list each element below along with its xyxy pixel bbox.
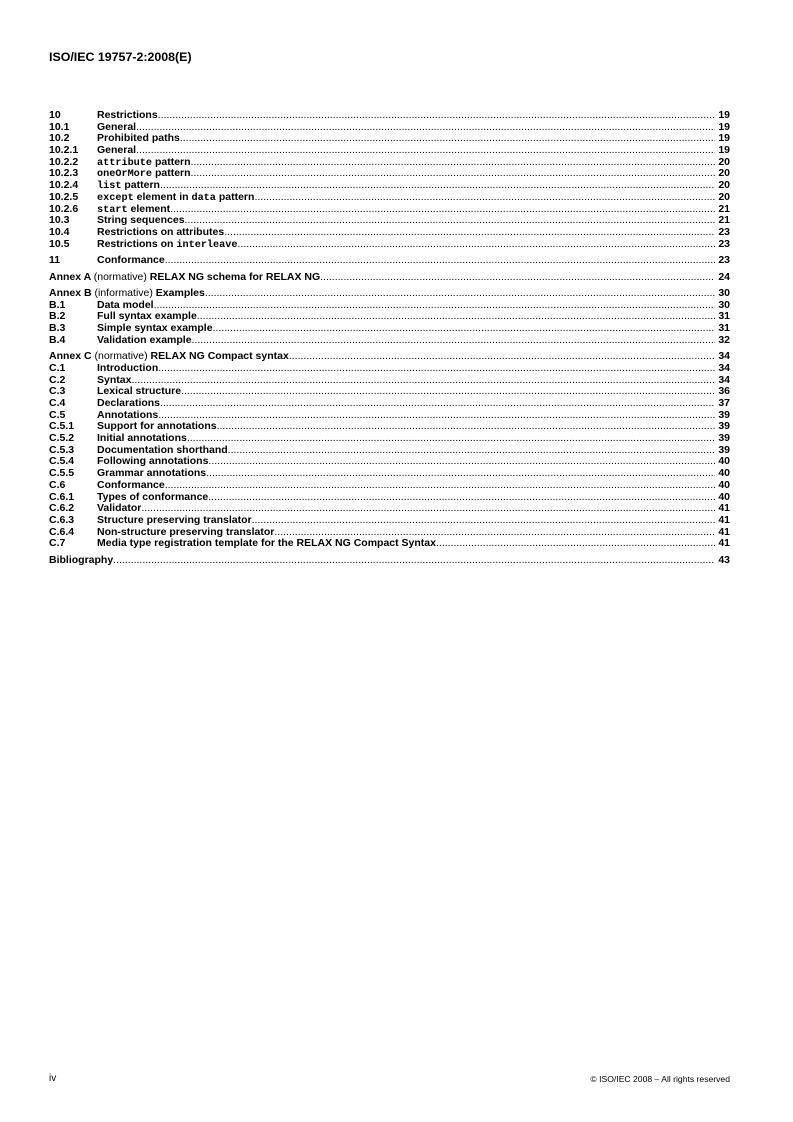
toc-entry[interactable] <box>49 335 730 347</box>
toc-entry-title-suffix: element <box>127 202 171 215</box>
toc-entry-page: 39 <box>718 420 730 433</box>
toc-entry-page: 19 <box>718 132 730 145</box>
toc-entry[interactable] <box>49 239 730 251</box>
dot-leader <box>154 300 716 312</box>
toc-entry-page: 20 <box>718 179 730 192</box>
dot-leader <box>192 335 716 347</box>
toc-entry-page: 41 <box>718 513 730 526</box>
toc-entry-title: Non-structure preserving translator <box>97 525 275 538</box>
annex-kind: (informative) <box>94 287 153 300</box>
toc-entry-page: 20 <box>718 155 730 168</box>
copyright-notice: © ISO/IEC 2008 – All rights reserved <box>590 1074 730 1084</box>
annex-label: Annex C <box>49 350 92 363</box>
toc-entry[interactable] <box>49 492 730 504</box>
toc-entry-number: 10.2.2 <box>49 155 79 168</box>
dot-leader <box>191 157 716 169</box>
dot-leader <box>180 133 715 145</box>
toc-entry-page: 39 <box>718 443 730 456</box>
toc-entry-number: 10.5 <box>49 237 70 250</box>
toc-entry-number: 10.2.4 <box>49 179 79 192</box>
toc-entry-title: Following annotations <box>97 455 209 468</box>
toc-entry-page: 19 <box>718 144 730 157</box>
toc-entry-page: 40 <box>718 467 730 480</box>
toc-entry-page: 20 <box>718 190 730 203</box>
toc-entry[interactable] <box>49 480 730 492</box>
toc-entry-title: General <box>97 120 137 133</box>
toc-entry-number: C.6.2 <box>49 502 75 515</box>
toc-entry-title: Restrictions <box>97 109 158 121</box>
toc-entry-number: C.5.5 <box>49 467 75 480</box>
toc-entry-number: 10.4 <box>49 225 70 238</box>
toc-entry-number: 10.2.3 <box>49 167 79 180</box>
code-term: data <box>191 192 216 204</box>
toc-entry-title: Types of conformance <box>97 490 209 503</box>
annex-title: RELAX NG Compact syntax <box>150 350 289 363</box>
toc-entry-title: Full syntax example <box>97 310 197 323</box>
toc-entry[interactable] <box>49 255 730 267</box>
toc-entry-number: C.2 <box>49 373 66 386</box>
toc-entry-title: Media type registration template for the RELAX NG Compact Syntax <box>97 537 436 550</box>
annex-kind: (normative) <box>94 350 148 363</box>
dot-leader <box>160 398 715 410</box>
toc-entry[interactable] <box>49 555 730 567</box>
toc-entry-page: 40 <box>718 455 730 468</box>
toc-entry-number: 10.1 <box>49 120 70 133</box>
toc-entry[interactable] <box>49 363 730 375</box>
annex-label: Annex B <box>49 287 92 300</box>
dot-leader <box>197 311 716 323</box>
dot-leader <box>181 386 715 398</box>
dot-leader <box>224 227 715 239</box>
toc-entry-title-mid: element in <box>133 190 192 203</box>
dot-leader <box>206 468 715 480</box>
toc-entry-number: C.3 <box>49 385 66 398</box>
toc-entry-number: B.1 <box>49 298 66 311</box>
toc-entry-page: 24 <box>718 270 730 283</box>
toc-entry-page: 39 <box>718 408 730 421</box>
toc-entry-number: 10.2 <box>49 132 70 145</box>
toc-entry[interactable] <box>49 323 730 335</box>
toc-entry-number: C.6.1 <box>49 490 75 503</box>
annex-title: Examples <box>155 287 205 300</box>
toc-entry-title <box>49 351 289 363</box>
toc-entry-title <box>49 272 320 284</box>
toc-entry-number: C.1 <box>49 361 66 374</box>
toc-entry-title: Validation example <box>97 333 192 346</box>
dot-leader <box>113 555 715 567</box>
toc-entry-title: Annotations <box>97 408 159 421</box>
dot-leader <box>252 515 716 527</box>
dot-leader <box>187 433 715 445</box>
toc-entry-title: Lexical structure <box>97 385 182 398</box>
toc-entry[interactable] <box>49 110 730 122</box>
toc-entry-page: 31 <box>718 322 730 335</box>
toc-entry-page: 23 <box>718 225 730 238</box>
document-header: ISO/IEC 19757-2:2008(E) <box>49 50 192 64</box>
code-term: attribute <box>97 157 153 169</box>
toc-entry-title: Declarations <box>97 397 161 409</box>
toc-entry-title: String sequences <box>97 214 185 227</box>
toc-entry-title: Restrictions on attributes <box>97 225 225 238</box>
toc-entry-page: 37 <box>718 397 730 409</box>
toc-entry-number: B.2 <box>49 310 66 323</box>
toc-entry-page: 23 <box>718 237 730 250</box>
dot-leader <box>191 168 716 180</box>
toc-entry-page: 36 <box>718 385 730 398</box>
toc-entry-page: 39 <box>718 432 730 445</box>
toc-entry-title: Support for annotations <box>97 420 217 433</box>
table-of-contents <box>49 110 730 566</box>
dot-leader <box>208 456 715 468</box>
code-term: oneOrMore <box>97 169 153 181</box>
toc-entry[interactable] <box>49 133 730 145</box>
toc-entry-number: C.7 <box>49 537 66 550</box>
toc-entry-title: General <box>97 144 137 157</box>
toc-entry-title: Introduction <box>97 361 159 374</box>
code-term: list <box>97 181 122 193</box>
toc-entry-title-suffix: pattern <box>152 155 191 168</box>
dot-leader <box>136 122 715 134</box>
toc-entry-title: Validator <box>97 502 142 515</box>
dot-leader <box>228 445 716 457</box>
toc-entry-title: Simple syntax example <box>97 322 213 335</box>
code-term: except <box>97 192 134 204</box>
toc-entry-title: Syntax <box>97 373 132 386</box>
toc-entry-number: C.5.1 <box>49 420 75 433</box>
toc-entry-title-suffix: pattern <box>152 167 191 180</box>
toc-entry-title-suffix: pattern <box>121 179 160 192</box>
toc-entry-page: 34 <box>718 361 730 374</box>
toc-entry-page: 34 <box>718 373 730 386</box>
dot-leader <box>289 351 715 363</box>
toc-entry[interactable] <box>49 433 730 445</box>
dot-leader <box>158 410 715 422</box>
toc-entry-page: 41 <box>718 537 730 550</box>
annex-kind: (normative) <box>93 270 147 283</box>
toc-entry-title: Conformance <box>97 254 165 267</box>
dot-leader <box>170 204 715 216</box>
toc-entry-number: C.5.2 <box>49 432 75 445</box>
dot-leader <box>185 215 716 227</box>
toc-entry-number: 10.2.6 <box>49 202 79 215</box>
toc-entry-number: C.4 <box>49 397 66 409</box>
dot-leader <box>131 375 715 387</box>
dot-leader <box>213 323 716 335</box>
toc-entry-title: Documentation shorthand <box>97 443 228 456</box>
toc-entry-page: 41 <box>718 502 730 515</box>
dot-leader <box>320 272 715 284</box>
dot-leader <box>208 492 715 504</box>
toc-entry-page: 43 <box>718 553 730 566</box>
dot-leader <box>158 110 716 122</box>
toc-entry-title: Prohibited paths <box>97 132 180 145</box>
toc-entry-page: 34 <box>718 350 730 363</box>
toc-entry-title: Conformance <box>97 478 165 491</box>
toc-entry-page: 23 <box>718 254 730 267</box>
dot-leader <box>136 145 715 157</box>
dot-leader <box>217 421 716 433</box>
toc-entry-number: C.5.3 <box>49 443 75 456</box>
toc-entry-number: C.5 <box>49 408 66 421</box>
code-term: start <box>97 204 128 216</box>
toc-entry-page: 31 <box>718 310 730 323</box>
toc-entry-page: 21 <box>718 214 730 227</box>
toc-entry-page: 19 <box>718 109 730 121</box>
dot-leader <box>165 480 716 492</box>
toc-annex-entry[interactable] <box>49 288 730 300</box>
toc-entry-page: 20 <box>718 167 730 180</box>
toc-entry-number: 10.2.5 <box>49 190 79 203</box>
dot-leader <box>158 363 715 375</box>
annex-label: Annex A <box>49 270 91 283</box>
page-number: iv <box>49 1073 57 1084</box>
code-term: interleave <box>176 239 238 251</box>
toc-entry-number: C.6.3 <box>49 513 75 526</box>
toc-entry-number: B.3 <box>49 322 66 335</box>
toc-entry-title: Initial annotations <box>97 432 187 445</box>
annex-title: RELAX NG schema for RELAX NG <box>149 270 321 283</box>
dot-leader <box>238 239 716 251</box>
toc-entry-number: 10 <box>49 109 61 121</box>
dot-leader <box>436 538 715 550</box>
toc-entry-title <box>49 288 205 300</box>
toc-entry-number: 10.3 <box>49 214 70 227</box>
toc-entry-title-suffix: pattern <box>215 190 255 203</box>
toc-entry-title <box>97 239 238 252</box>
toc-entry[interactable] <box>49 515 730 527</box>
toc-entry-number: C.6 <box>49 478 66 491</box>
toc-entry-page: 40 <box>718 478 730 491</box>
dot-leader <box>165 255 716 267</box>
toc-entry-page: 19 <box>718 120 730 133</box>
toc-entry-number: 10.2.1 <box>49 144 79 157</box>
toc-entry-title: Structure preserving translator <box>97 513 252 526</box>
toc-entry-page: 32 <box>718 333 730 346</box>
dot-leader <box>254 192 715 204</box>
toc-entry-number: C.6.4 <box>49 525 75 538</box>
toc-entry-title: Bibliography <box>49 553 114 566</box>
toc-entry-page: 40 <box>718 490 730 503</box>
dot-leader <box>205 288 715 300</box>
toc-entry-page: 30 <box>718 287 730 300</box>
toc-entry-number: 11 <box>49 254 61 267</box>
toc-entry-title-text: Restrictions on <box>97 237 177 250</box>
toc-annex-entry[interactable] <box>49 272 730 284</box>
toc-entry-title: Data model <box>97 298 154 311</box>
toc-entry-number: C.5.4 <box>49 455 75 468</box>
toc-entry[interactable] <box>49 538 730 550</box>
toc-entry[interactable] <box>49 398 730 410</box>
toc-entry-page: 21 <box>718 202 730 215</box>
toc-entry-page: 41 <box>718 525 730 538</box>
toc-entry-page: 30 <box>718 298 730 311</box>
toc-entry-title: Grammar annotations <box>97 467 207 480</box>
toc-entry-number: B.4 <box>49 333 66 346</box>
